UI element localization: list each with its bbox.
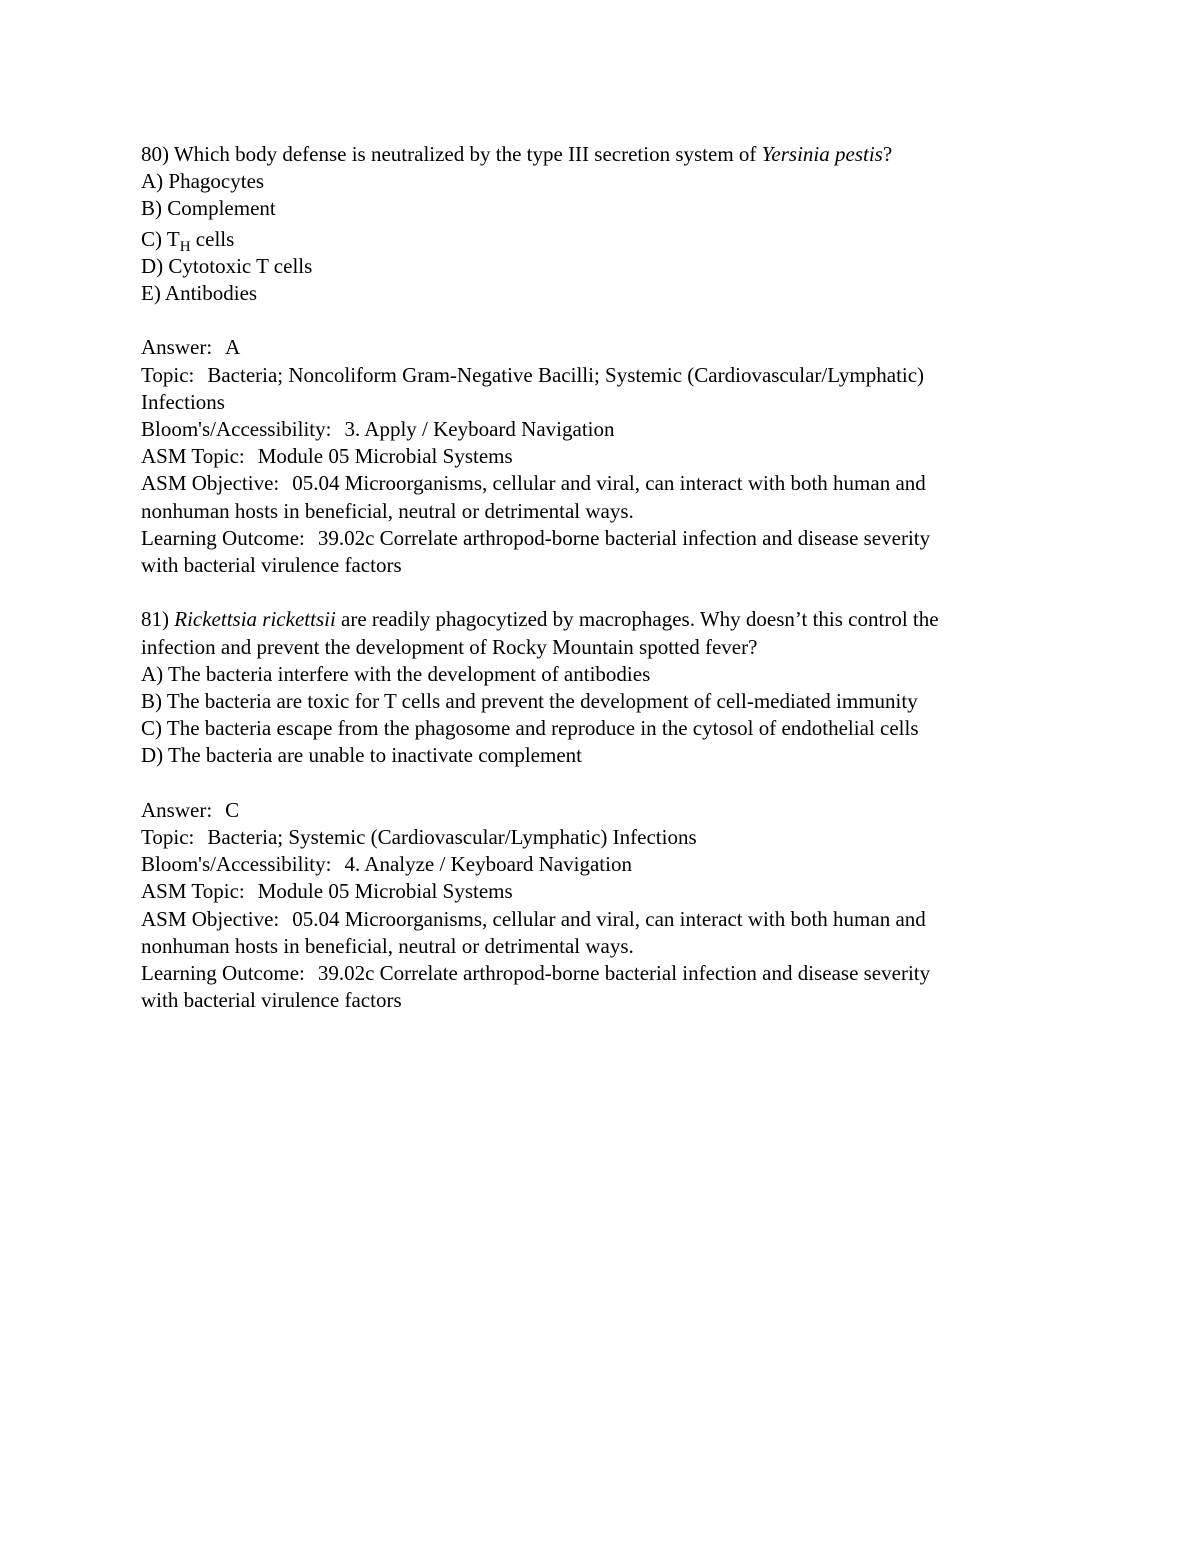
organism-name: Yersinia pestis [761, 142, 883, 166]
asm-topic-line: ASM Topic: Module 05 Microbial Systems [141, 444, 513, 469]
choice-e: E) Antibodies [141, 281, 258, 306]
choice-a: A) Phagocytes [141, 169, 265, 194]
question-81 [141, 606, 1041, 1014]
topic-line: Topic: Bacteria; Systemic (Cardiovascular/Lymphatic) Infections [141, 825, 697, 850]
choice-c: C) The bacteria escape from the phagosome and reproduce in the cytosol of endothelial cells [141, 716, 919, 741]
answer-value: C [225, 797, 240, 822]
learning-outcome-line: Learning Outcome: 39.02c Correlate arthropod-borne bacterial infection and disease severity [141, 525, 931, 550]
answer-line: Answer: A [141, 335, 241, 360]
question-stem: 81) Rickettsia rickettsii are readily phagocytized by macrophages. Why doesn’t this control the [141, 607, 939, 632]
question-stem: 80) Which body defense is neutralized by the type III secretion system of Yersinia pestis? [141, 142, 893, 166]
topic-line-continued: Infections [141, 389, 225, 414]
topic-line: Topic: Bacteria; Noncoliform Gram-Negative Bacilli; Systemic (Cardiovascular/Lymphatic) [141, 362, 925, 387]
blooms-line: Bloom's/Accessibility: 3. Apply / Keyboard Navigation [141, 417, 615, 442]
learning-outcome-line-continued: with bacterial virulence factors [141, 553, 402, 578]
asm-objective-line-continued: nonhuman hosts in beneficial, neutral or detrimental ways. [141, 498, 634, 523]
spacer [141, 307, 1041, 334]
organism-name: Rickettsia rickettsii [174, 607, 336, 632]
learning-outcome-line-continued: with bacterial virulence factors [141, 988, 402, 1013]
spacer [141, 579, 1041, 606]
asm-objective-line: ASM Objective: 05.04 Microorganisms, cellular and viral, can interact with both human and [141, 471, 926, 496]
document-content [141, 141, 1041, 1014]
choice-c: C) $T_H$ cells [141, 226, 235, 255]
choice-b: B) The bacteria are toxic for T cells and prevent the development of cell-mediated immunity [141, 689, 918, 714]
spacer [141, 770, 1041, 797]
choice-d: D) Cytotoxic T cells [141, 253, 313, 278]
choice-d: D) The bacteria are unable to inactivate complement [141, 743, 582, 768]
question-80 [141, 141, 1041, 606]
choice-b: B) Complement [141, 196, 276, 221]
answer-value: A [225, 335, 241, 360]
asm-objective-line-continued: nonhuman hosts in beneficial, neutral or detrimental ways. [141, 933, 634, 958]
asm-topic-line: ASM Topic: Module 05 Microbial Systems [141, 879, 513, 904]
answer-line: Answer: C [141, 797, 240, 822]
learning-outcome-line: Learning Outcome: 39.02c Correlate arthropod-borne bacterial infection and disease severity [141, 961, 931, 986]
asm-objective-line: ASM Objective: 05.04 Microorganisms, cellular and viral, can interact with both human and [141, 906, 926, 931]
choice-a: A) The bacteria interfere with the development of antibodies [141, 661, 651, 686]
question-stem-continued: infection and prevent the development of Rocky Mountain spotted fever? [141, 634, 758, 659]
blooms-line: Bloom's/Accessibility: 4. Analyze / Keyboard Navigation [141, 852, 632, 877]
